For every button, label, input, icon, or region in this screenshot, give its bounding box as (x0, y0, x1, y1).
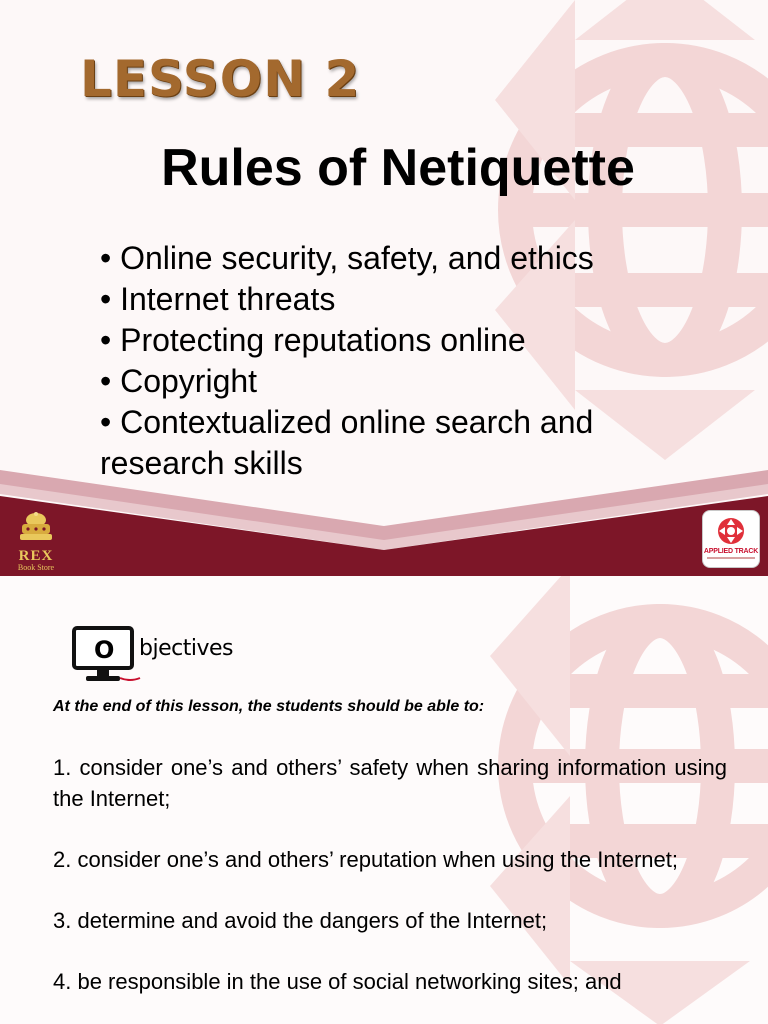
slide-title: Rules of Netiquette (161, 139, 635, 197)
topic-item: • Contextualized online search and research skills (100, 404, 594, 481)
objectives-heading-letter: O (94, 636, 115, 664)
objective-item: 1. consider one’s and others’ safety when sharing information using the Internet; (53, 755, 727, 811)
topic-item: • Online security, safety, and ethics (100, 240, 594, 276)
badge-underline (707, 557, 755, 559)
objective-list (53, 752, 727, 1024)
rex-logo-subtitle: Book Store (17, 563, 55, 572)
objectives-slide (0, 576, 768, 1024)
objectives-intro: At the end of this lesson, the students should be able to: (53, 698, 485, 715)
applied-track-label: APPLIED TRACK (703, 548, 759, 555)
footer-band (0, 470, 768, 576)
objective-item: 4. be responsible in the use of social networking sites; and (53, 969, 622, 994)
topic-item: • Copyright (100, 363, 258, 399)
applied-track-badge (703, 511, 759, 567)
arrows-cross-icon (715, 515, 747, 547)
lesson-label: LESSON 2 (80, 50, 361, 108)
topic-item: • Internet threats (100, 281, 336, 317)
rex-logo-name: REX (18, 548, 54, 564)
objective-item: 2. consider one’s and others’ reputation when using the Internet; (53, 847, 678, 872)
topic-list (100, 238, 660, 484)
topic-item: • Protecting reputations online (100, 322, 526, 358)
objectives-heading: bjectives (139, 636, 233, 661)
rex-bookstore-logo (8, 512, 64, 572)
crown-icon (16, 512, 56, 544)
objective-item: 3. determine and avoid the dangers of the Internet; (53, 908, 548, 933)
